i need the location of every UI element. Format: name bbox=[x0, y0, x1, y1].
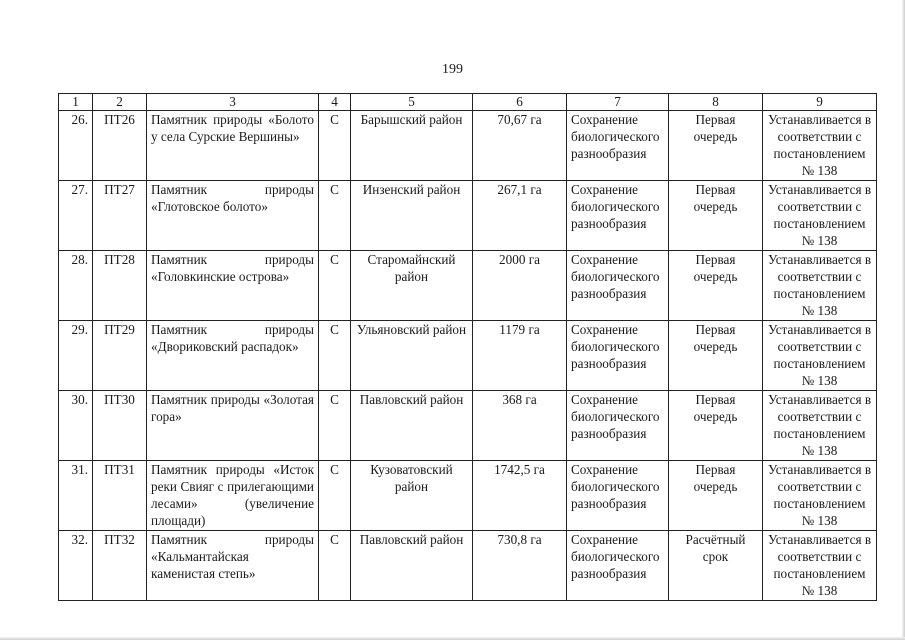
cell-purpose: Сохранение биологического разнообразия bbox=[567, 181, 669, 251]
table-row bbox=[59, 531, 877, 601]
cell-row-number: 30. bbox=[59, 391, 93, 461]
cell-purpose: Сохранение биологического разнообразия bbox=[567, 251, 669, 321]
cell-purpose: Сохранение биологического разнообразия bbox=[567, 111, 669, 181]
cell-priority: Первая очередь bbox=[669, 251, 763, 321]
table-row bbox=[59, 461, 877, 531]
cell-regime: Устанавливается в соответствии с постановлением № 138 bbox=[763, 391, 877, 461]
cell-object-name: Памятник природы «Исток реки Свияг с прилегающими лесами» (увеличение площади) bbox=[147, 461, 319, 531]
page-number: 199 bbox=[442, 62, 463, 77]
cell-regime: Устанавливается в соответствии с постановлением № 138 bbox=[763, 251, 877, 321]
cell-priority: Первая очередь bbox=[669, 181, 763, 251]
cell-district: Старомайнский район bbox=[351, 251, 473, 321]
cell-purpose: Сохранение биологического разнообразия bbox=[567, 391, 669, 461]
cell-row-number: 26. bbox=[59, 111, 93, 181]
cell-area: 1742,5 га bbox=[473, 461, 567, 531]
cell-priority: Первая очередь bbox=[669, 111, 763, 181]
cell-district: Инзенский район bbox=[351, 181, 473, 251]
cell-object-code: ПТ31 bbox=[93, 461, 147, 531]
cell-priority: Первая очередь bbox=[669, 391, 763, 461]
header-cell: 2 bbox=[93, 94, 147, 111]
cell-district: Ульяновский район bbox=[351, 321, 473, 391]
cell-area: 2000 га bbox=[473, 251, 567, 321]
table-row bbox=[59, 251, 877, 321]
header-cell: 6 bbox=[473, 94, 567, 111]
cell-object-code: ПТ29 bbox=[93, 321, 147, 391]
cell-category: С bbox=[319, 181, 351, 251]
table-row bbox=[59, 111, 877, 181]
header-cell: 9 bbox=[763, 94, 877, 111]
cell-purpose: Сохранение биологического разнообразия bbox=[567, 531, 669, 601]
cell-object-name: Памятник природы «Глотовское болото» bbox=[147, 181, 319, 251]
table-row bbox=[59, 391, 877, 461]
cell-purpose: Сохранение биологического разнообразия bbox=[567, 461, 669, 531]
cell-row-number: 31. bbox=[59, 461, 93, 531]
cell-priority: Расчётный срок bbox=[669, 531, 763, 601]
cell-category: С bbox=[319, 531, 351, 601]
cell-priority: Первая очередь bbox=[669, 461, 763, 531]
cell-district: Павловский район bbox=[351, 391, 473, 461]
cell-category: С bbox=[319, 461, 351, 531]
cell-category: С bbox=[319, 251, 351, 321]
cell-regime: Устанавливается в соответствии с постановлением № 138 bbox=[763, 181, 877, 251]
table-row bbox=[59, 181, 877, 251]
cell-purpose: Сохранение биологического разнообразия bbox=[567, 321, 669, 391]
cell-object-name: Памятник природы «Головкинские острова» bbox=[147, 251, 319, 321]
cell-row-number: 27. bbox=[59, 181, 93, 251]
cell-category: С bbox=[319, 111, 351, 181]
cell-district: Кузоватовский район bbox=[351, 461, 473, 531]
cell-row-number: 28. bbox=[59, 251, 93, 321]
cell-category: С bbox=[319, 321, 351, 391]
cell-object-name: Памятник природы «Золотая гора» bbox=[147, 391, 319, 461]
cell-object-name: Памятник природы «Болото у села Сурские Вершины» bbox=[147, 111, 319, 181]
header-row bbox=[59, 94, 877, 111]
cell-area: 70,67 га bbox=[473, 111, 567, 181]
header-cell: 8 bbox=[669, 94, 763, 111]
cell-regime: Устанавливается в соответствии с постановлением № 138 bbox=[763, 111, 877, 181]
cell-priority: Первая очередь bbox=[669, 321, 763, 391]
cell-regime: Устанавливается в соответствии с постановлением № 138 bbox=[763, 461, 877, 531]
cell-object-name: Памятник природы «Кальмантайская каменистая степь» bbox=[147, 531, 319, 601]
cell-area: 1179 га bbox=[473, 321, 567, 391]
cell-object-name: Памятник природы «Двориковский распадок» bbox=[147, 321, 319, 391]
cell-category: С bbox=[319, 391, 351, 461]
cell-regime: Устанавливается в соответствии с постановлением № 138 bbox=[763, 321, 877, 391]
cell-area: 730,8 га bbox=[473, 531, 567, 601]
cell-object-code: ПТ30 bbox=[93, 391, 147, 461]
cell-district: Павловский район bbox=[351, 531, 473, 601]
header-cell: 1 bbox=[59, 94, 93, 111]
cell-row-number: 29. bbox=[59, 321, 93, 391]
cell-object-code: ПТ26 bbox=[93, 111, 147, 181]
cell-object-code: ПТ28 bbox=[93, 251, 147, 321]
cell-row-number: 32. bbox=[59, 531, 93, 601]
table-row bbox=[59, 321, 877, 391]
header-cell: 3 bbox=[147, 94, 319, 111]
header-cell: 7 bbox=[567, 94, 669, 111]
cell-object-code: ПТ32 bbox=[93, 531, 147, 601]
header-cell: 5 bbox=[351, 94, 473, 111]
cell-area: 368 га bbox=[473, 391, 567, 461]
cell-regime: Устанавливается в соответствии с постановлением № 138 bbox=[763, 531, 877, 601]
protected-areas-table bbox=[58, 93, 877, 601]
cell-area: 267,1 га bbox=[473, 181, 567, 251]
cell-district: Барышский район bbox=[351, 111, 473, 181]
cell-object-code: ПТ27 bbox=[93, 181, 147, 251]
table-body bbox=[59, 111, 877, 601]
header-cell: 4 bbox=[319, 94, 351, 111]
